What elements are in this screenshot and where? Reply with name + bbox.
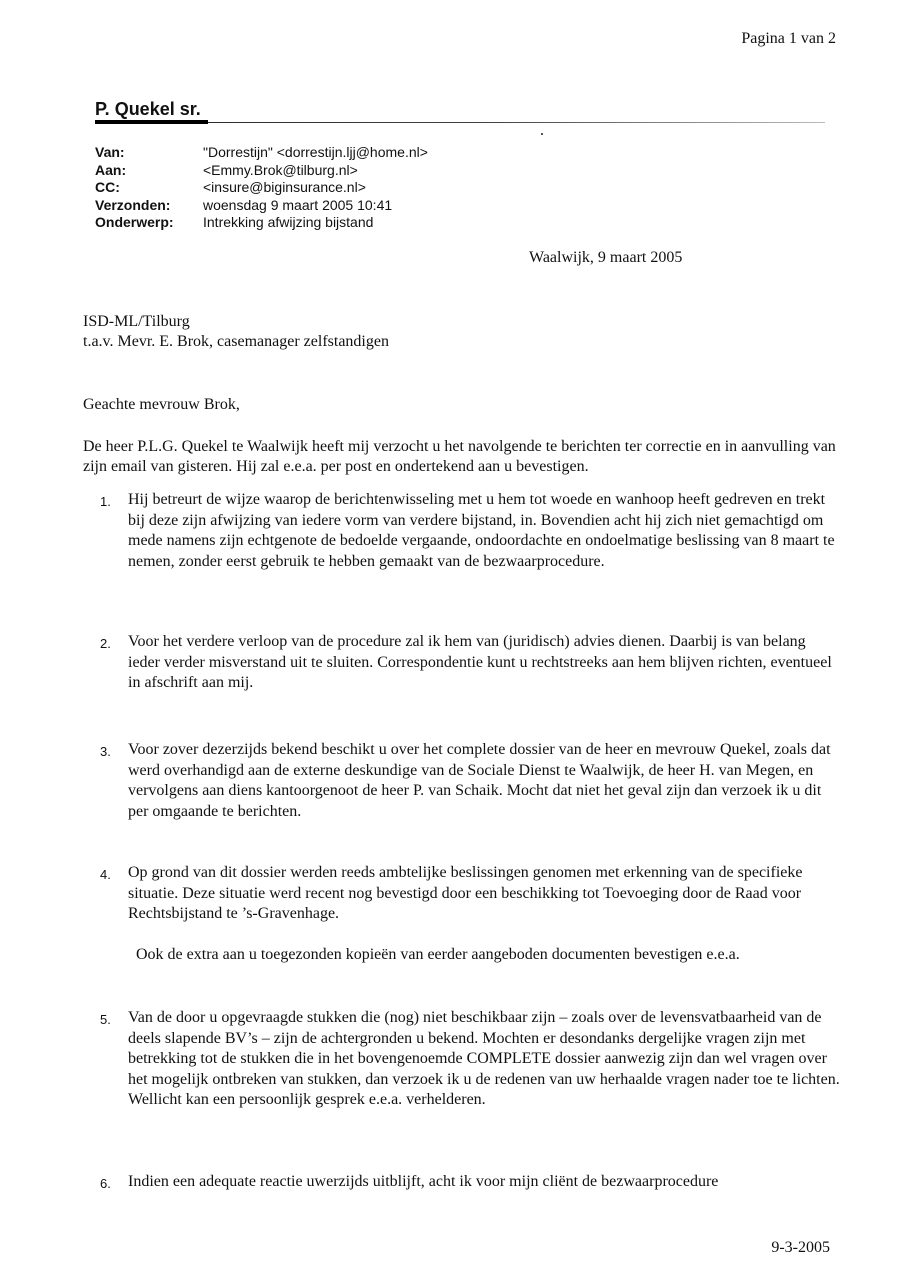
scan-speck	[541, 133, 543, 135]
email-header-title: P. Quekel sr.	[95, 99, 201, 119]
meta-label: Aan:	[95, 161, 127, 178]
list-item-3	[100, 740, 840, 822]
meta-row-to	[95, 162, 428, 180]
item-number: 5.	[100, 1012, 111, 1027]
item-number: 4.	[100, 867, 111, 882]
list-item-4-extra: Ook de extra aan u toegezonden kopieën van eerder aangeboden documenten bevestigen e.e.a.	[136, 946, 740, 963]
item-number: 1.	[100, 494, 111, 509]
item-number: 6.	[100, 1176, 111, 1191]
meta-value-from: "Dorrestijn" <dorrestijn.ljj@home.nl>	[203, 144, 428, 160]
meta-label: Onderwerp:	[95, 214, 174, 230]
item-text: Op grond van dit dossier werden reeds ambtelijke beslissingen genomen met erkenning van de specifieke situatie. Deze situatie werd recent nog bevestigd door een beschikking tot Toevoeging door de Raad voor Rechtsbijstand te ’s-Gravenhage.	[128, 864, 803, 922]
list-item-1	[100, 490, 840, 572]
meta-value-sent: woensdag 9 maart 2005 10:41	[203, 196, 393, 213]
intro-paragraph: De heer P.L.G. Quekel te Waalwijk heeft mij verzocht u het navolgende te berichten ter correctie en in aanvulling van zijn email van gisteren. Hij zal e.e.a. per post en ondertekend aan u bevestigen.	[83, 438, 836, 475]
footer-date: 9-3-2005	[771, 1239, 830, 1256]
page-indicator: Pagina 1 van 2	[741, 30, 836, 47]
list-item-5	[100, 1008, 840, 1111]
list-item-2	[100, 632, 840, 694]
meta-label: CC:	[95, 179, 120, 195]
list-item-6	[100, 1172, 840, 1195]
item-number: 2.	[100, 636, 111, 651]
item-text: Indien een adequate reactie uwerzijds uitblijft, acht ik voor mijn cliënt de bezwaarprocedure	[128, 1173, 719, 1190]
item-text: Hij betreurt de wijze waarop de berichtenwisseling met u hem tot woede en wanhoop heeft gedreven en trekt bij deze zijn afwijzing van iedere vorm van verdere bijstand, in. Bovendien acht hij zich niet gemachtigd om mede namens zijn echtgenote de bedoelde vergaande, ondoordachte en ondoelmatige beslissing van 8 maart te nemen, zonder eerst gebruik te hebben gemaakt van de bezwaarprocedure.	[128, 491, 835, 570]
salutation: Geachte mevrouw Brok,	[83, 396, 240, 413]
item-text: Van de door u opgevraagde stukken die (nog) niet beschikbaar zijn – zoals over de levensvatbaarheid van de deels slapende BV’s – zijn de achtergronden u bekend. Mochten er desondanks dergelijke vragen zijn met betrekking tot de stukken die in het bovengenoemde COMPLETE dossier aanwezig zijn dan wel vragen over het mogelijk ontbreken van stukken, dan verzoek ik u de redenen van uw herhaalde vragen nader toe te lichten. Wellicht kan een persoonlijk gesprek e.e.a. verhelderen.	[128, 1009, 840, 1108]
meta-label: Verzonden:	[95, 196, 171, 213]
email-meta-fields	[95, 144, 428, 232]
item-text: Voor het verdere verloop van de procedure zal ik hem van (juridisch) advies dienen. Daarbij is van belang ieder verder misverstand uit te sluiten. Correspondentie kunt u rechtstreeks aan hem blijven richten, eventueel in afschrift aan mij.	[128, 633, 832, 691]
address-line-2: t.a.v. Mevr. E. Brok, casemanager zelfstandigen	[83, 333, 389, 350]
recipient-address	[83, 312, 389, 352]
meta-row-from	[95, 144, 428, 162]
meta-value-to: <Emmy.Brok@tilburg.nl>	[203, 161, 358, 178]
meta-label: Van:	[95, 144, 125, 160]
meta-row-sent	[95, 197, 428, 215]
address-line-1: ISD-ML/Tilburg	[83, 313, 190, 330]
item-text: Voor zover dezerzijds bekend beschikt u over het complete dossier van de heer en mevrouw Quekel, zoals dat werd overhandigd aan de externe deskundige van de Sociale Dienst te Waalwijk, de heer H. van Megen, en vervolgens aan diens kantoorgenoot de heer P. van Schaik. Mocht dat niet het geval zijn dan verzoek ik u dit per omgaande te berichten.	[128, 741, 831, 820]
list-item-4	[100, 863, 840, 925]
meta-row-subject	[95, 214, 428, 232]
letter-place-date: Waalwijk, 9 maart 2005	[529, 249, 683, 266]
header-divider-accent	[95, 120, 208, 124]
item-number: 3.	[100, 744, 111, 759]
meta-value-subject: Intrekking afwijzing bijstand	[203, 214, 374, 230]
meta-row-cc	[95, 179, 428, 197]
meta-value-cc: <insure@biginsurance.nl>	[203, 179, 366, 195]
